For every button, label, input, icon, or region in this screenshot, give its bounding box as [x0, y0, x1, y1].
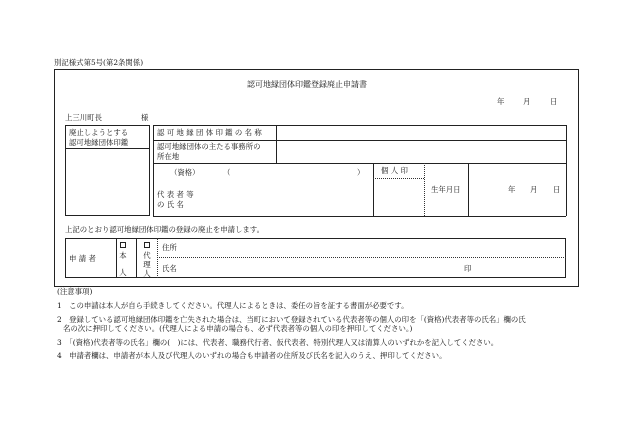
table-label-divider — [276, 125, 277, 163]
proxy-checkbox[interactable] — [144, 242, 150, 248]
address-name-divider — [157, 257, 566, 258]
self-proxy-divider — [136, 238, 137, 278]
paren-open: （ — [223, 168, 231, 177]
date-day-label: 日 — [550, 97, 558, 106]
table-top-border — [153, 125, 566, 126]
birthdate-divider — [468, 163, 469, 216]
table-bottom-border — [153, 216, 566, 217]
group-name-label: 認 可 地 縁 団 体 印 鑑 の 名 称 — [157, 128, 262, 137]
date-month-label: 月 — [523, 97, 531, 106]
form-title: 認可地縁団体印鑑登録廃止申請書 — [247, 80, 367, 89]
qualification-label: （資格） — [170, 168, 200, 177]
table-right-border — [566, 125, 567, 216]
addressee-name: 上三川町長 — [65, 113, 102, 122]
seal-label-line1: 廃止しようとする — [69, 128, 129, 137]
applicant-label-divider — [116, 238, 117, 278]
address-label: 住所 — [162, 243, 177, 252]
seal-label-divider — [65, 148, 150, 149]
birthdate-label: 生年月日 — [431, 185, 461, 194]
form-number: 別記様式第5号(第2条関係) — [54, 58, 144, 67]
office-label-line1: 認可地縁団体の主たる事務所の — [157, 142, 261, 151]
applicant-box — [65, 238, 566, 278]
birth-day-label: 日 — [553, 185, 561, 194]
notes-heading: (注意事項) — [57, 287, 93, 296]
table-row2-border — [153, 163, 566, 164]
birth-year-label: 年 — [508, 185, 516, 194]
rep-label-line1: 代 表 者 等 — [157, 190, 194, 199]
note-item-3: 3 「(資格)代表者等の氏名」欄の( )には、代表者、職務代行者、仮代表者、特別代理人又は清算人のいずれかを記入してください。 — [57, 338, 499, 347]
rep-label-line2: の 氏 名 — [157, 200, 184, 209]
note-item-2: 2 登録している認可地縁団体印鑑を亡失された場合は、当町において登録されている代表者等の個人の印を「(資格)代表者等の氏名」欄の氏 — [57, 315, 526, 324]
personal-seal-header-divider — [373, 178, 424, 179]
personal-seal-left-border — [373, 163, 374, 216]
paren-close: ） — [357, 168, 365, 177]
personal-seal-label: 個 人 印 — [381, 166, 408, 175]
proxy-field-divider — [157, 238, 158, 278]
note-item-1: 1 この申請は本人が自ら手続きしてください。代理人によるときは、委任の旨を証する書面が必要です。 — [57, 301, 409, 310]
self-checkbox[interactable] — [120, 242, 126, 248]
personal-seal-right-border — [424, 163, 425, 216]
applicant-label: 申 請 者 — [69, 254, 96, 263]
addressee-honorific: 様 — [141, 113, 149, 122]
table-left-border — [153, 125, 154, 216]
note-item-2-continued: 名の次に押印してください。(代理人による申請の場合も、必ず代表者等の個人の印を押印してください。) — [63, 324, 413, 333]
date-year-label: 年 — [497, 97, 505, 106]
application-statement: 上記のとおり認可地縁団体印鑑の登録の廃止を申請します。 — [65, 225, 264, 234]
office-label-line2: 所在地 — [157, 152, 180, 161]
table-row1-border — [153, 140, 566, 141]
self-label: 本 人 — [119, 251, 127, 277]
seal-mark: 印 — [464, 264, 472, 273]
birth-month-label: 月 — [530, 185, 538, 194]
note-item-4: 4 申請者欄は、申請者が本人及び代理人のいずれの場合も申請者の住所及び氏名を記入のうえ、押印してください。 — [57, 351, 447, 360]
name-label: 氏名 — [162, 264, 177, 273]
seal-label-line2: 認可地縁団体印鑑 — [69, 138, 129, 147]
proxy-label: 代 理 人 — [143, 251, 151, 278]
